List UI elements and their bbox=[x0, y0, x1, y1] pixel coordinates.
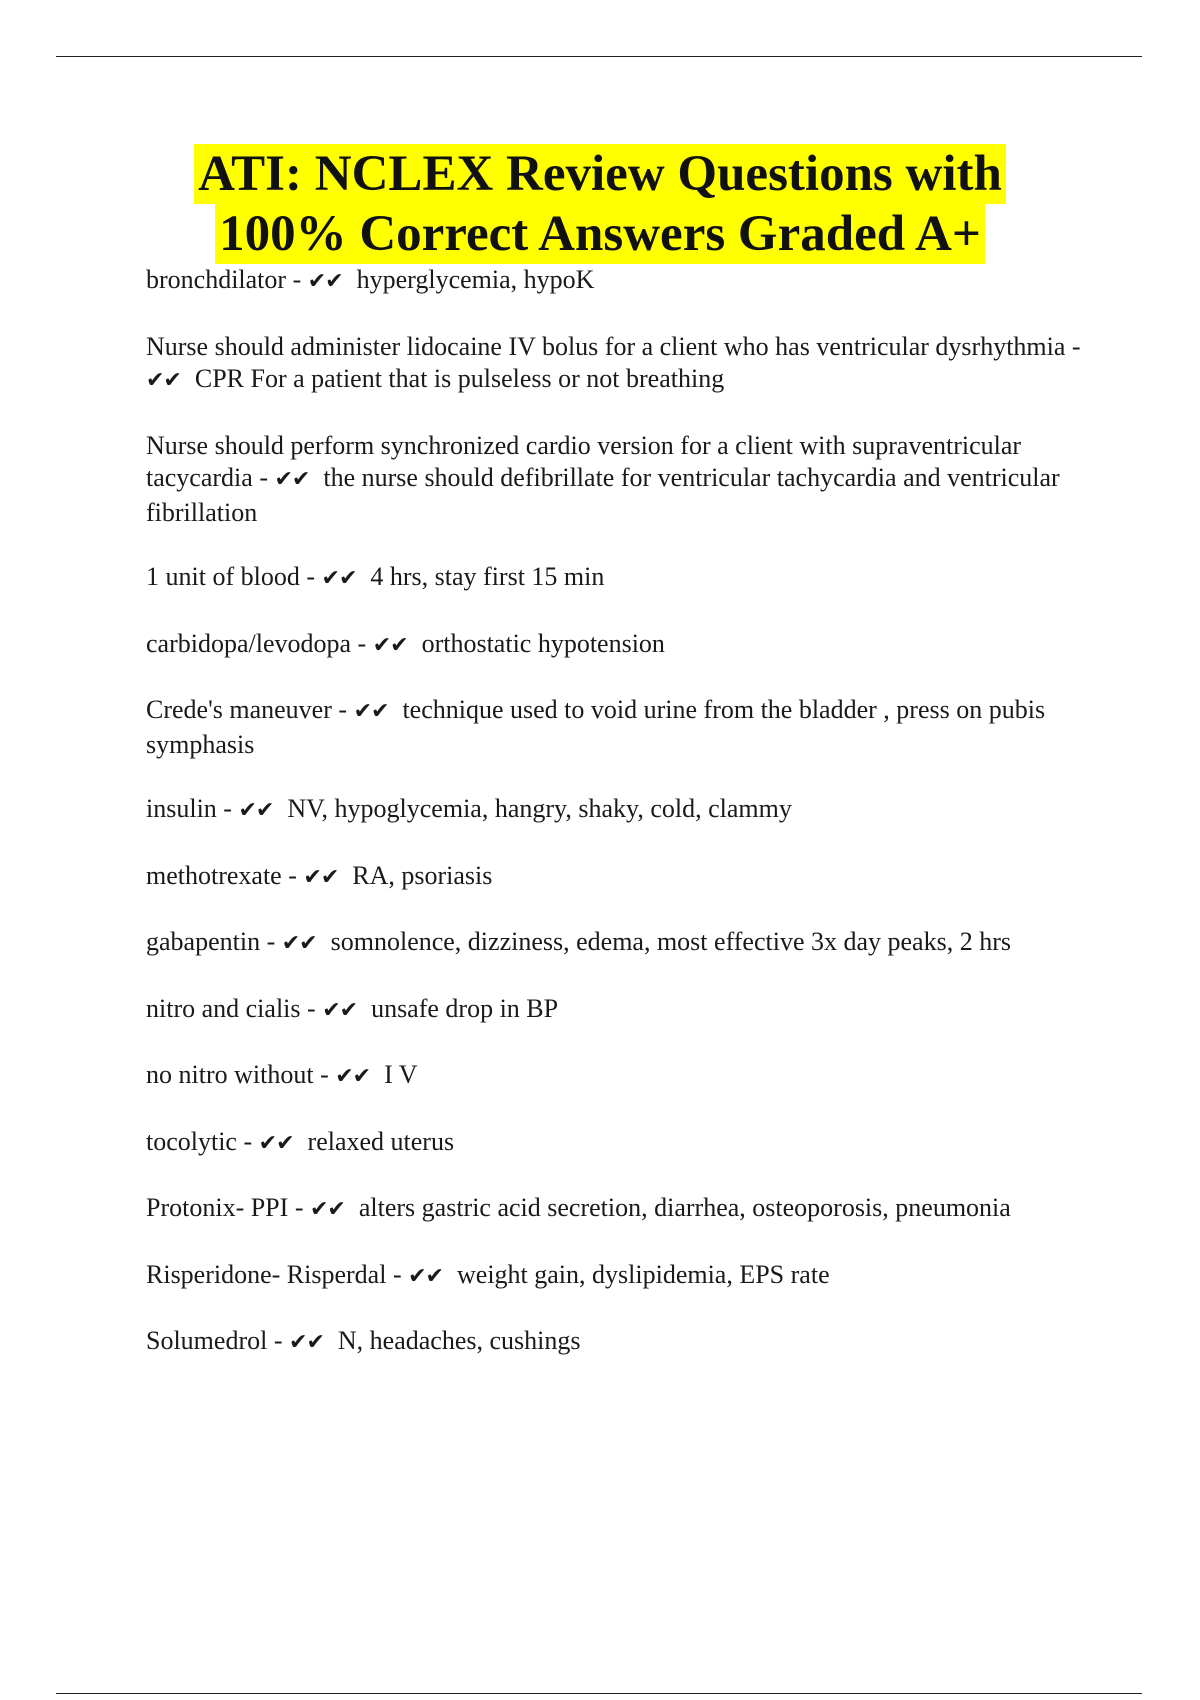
double-check-icon: ✔✔ bbox=[408, 1263, 443, 1289]
separator: - bbox=[252, 463, 275, 492]
qa-list bbox=[146, 264, 1086, 1392]
separator: - bbox=[331, 695, 354, 724]
question-text: insulin bbox=[146, 794, 217, 823]
qa-item bbox=[146, 1059, 1086, 1094]
separator: - bbox=[236, 1126, 259, 1156]
separator: - bbox=[299, 562, 322, 591]
separator: - bbox=[216, 794, 239, 823]
separator: - bbox=[281, 860, 304, 890]
question-text: nitro and cialis bbox=[146, 993, 301, 1023]
separator: - bbox=[286, 265, 308, 294]
answer-text: orthostatic hypotension bbox=[421, 628, 665, 658]
question-text: 1 unit of blood bbox=[146, 562, 300, 591]
question-text: tocolytic bbox=[146, 1126, 237, 1156]
qa-item bbox=[146, 264, 1086, 299]
double-check-icon: ✔✔ bbox=[322, 997, 358, 1023]
question-text: no nitro without bbox=[146, 1060, 314, 1089]
double-check-icon: ✔✔ bbox=[353, 699, 389, 724]
double-check-icon: ✔✔ bbox=[307, 269, 343, 294]
question-text: Protonix- PPI bbox=[146, 1193, 289, 1222]
question-text: carbidopa/levodopa bbox=[146, 628, 352, 658]
separator: - bbox=[351, 628, 373, 658]
separator: - bbox=[267, 1326, 290, 1355]
question-text: Solumedrol bbox=[146, 1326, 268, 1355]
qa-item bbox=[146, 430, 1086, 530]
double-check-icon: ✔✔ bbox=[321, 566, 357, 591]
title-line-1: ATI: NCLEX Review Questions with bbox=[194, 144, 1006, 204]
top-rule bbox=[56, 56, 1142, 57]
answer-text: RA, psoriasis bbox=[352, 860, 493, 890]
question-text: Nurse should perform synchronized cardio version for a client with supraventricular tacycardia bbox=[146, 430, 1022, 492]
answer-text: hyperglycemia, hypoK bbox=[356, 265, 595, 294]
question-text: methotrexate bbox=[146, 860, 282, 890]
qa-item bbox=[146, 926, 1086, 961]
double-check-icon: ✔✔ bbox=[309, 1197, 345, 1222]
separator: - bbox=[1065, 331, 1081, 361]
qa-item bbox=[146, 561, 1086, 596]
qa-item bbox=[146, 628, 1086, 663]
qa-item bbox=[146, 1126, 1086, 1161]
double-check-icon: ✔✔ bbox=[146, 368, 181, 393]
qa-item bbox=[146, 694, 1086, 761]
answer-text: NV, hypoglycemia, hangry, shaky, cold, clammy bbox=[287, 794, 792, 823]
qa-item bbox=[146, 331, 1086, 398]
qa-item bbox=[146, 793, 1086, 828]
answer-text: N, headaches, cushings bbox=[337, 1326, 581, 1355]
question-text: Crede's maneuver bbox=[146, 695, 332, 724]
double-check-icon: ✔✔ bbox=[303, 864, 339, 890]
separator: - bbox=[260, 927, 282, 956]
double-check-icon: ✔✔ bbox=[372, 632, 408, 658]
answer-text: alters gastric acid secretion, diarrhea, osteoporosis, pneumonia bbox=[358, 1193, 1011, 1222]
double-check-icon: ✔✔ bbox=[238, 798, 274, 823]
separator: - bbox=[386, 1259, 409, 1289]
qa-item bbox=[146, 1325, 1086, 1360]
answer-text: somnolence, dizziness, edema, most effective 3x day peaks, 2 hrs bbox=[330, 927, 1011, 956]
separator: - bbox=[288, 1193, 310, 1222]
qa-item bbox=[146, 1192, 1086, 1227]
qa-item bbox=[146, 1259, 1086, 1294]
bottom-rule bbox=[56, 1693, 1142, 1694]
double-check-icon: ✔✔ bbox=[281, 931, 317, 956]
question-text: gabapentin bbox=[146, 927, 261, 956]
answer-text: CPR For a patient that is pulseless or not breathing bbox=[194, 364, 725, 393]
question-text: Nurse should administer lidocaine IV bolus for a client who has ventricular dysrhythmia bbox=[146, 331, 1066, 361]
question-text: Risperidone- Risperdal bbox=[146, 1259, 387, 1289]
double-check-icon: ✔✔ bbox=[289, 1330, 324, 1355]
separator: - bbox=[300, 993, 323, 1023]
answer-text: technique used to void urine from the bladder , press on pubis symphasis bbox=[146, 695, 1046, 759]
answer-text: unsafe drop in BP bbox=[371, 993, 559, 1023]
double-check-icon: ✔✔ bbox=[274, 467, 310, 492]
double-check-icon: ✔✔ bbox=[258, 1130, 294, 1156]
title-line-2: 100% Correct Answers Graded A+ bbox=[215, 204, 985, 264]
qa-item bbox=[146, 993, 1086, 1028]
answer-text: relaxed uterus bbox=[307, 1126, 455, 1156]
answer-text: the nurse should defibrillate for ventricular tachycardia and ventricular fibrillation bbox=[146, 463, 1060, 527]
answer-text: 4 hrs, stay first 15 min bbox=[370, 562, 605, 591]
separator: - bbox=[313, 1060, 336, 1089]
qa-item bbox=[146, 860, 1086, 895]
document-title bbox=[0, 144, 1200, 264]
question-text: bronchdilator bbox=[146, 265, 287, 294]
answer-text: I V bbox=[384, 1060, 418, 1089]
double-check-icon: ✔✔ bbox=[335, 1064, 371, 1089]
answer-text: weight gain, dyslipidemia, EPS rate bbox=[457, 1259, 830, 1289]
